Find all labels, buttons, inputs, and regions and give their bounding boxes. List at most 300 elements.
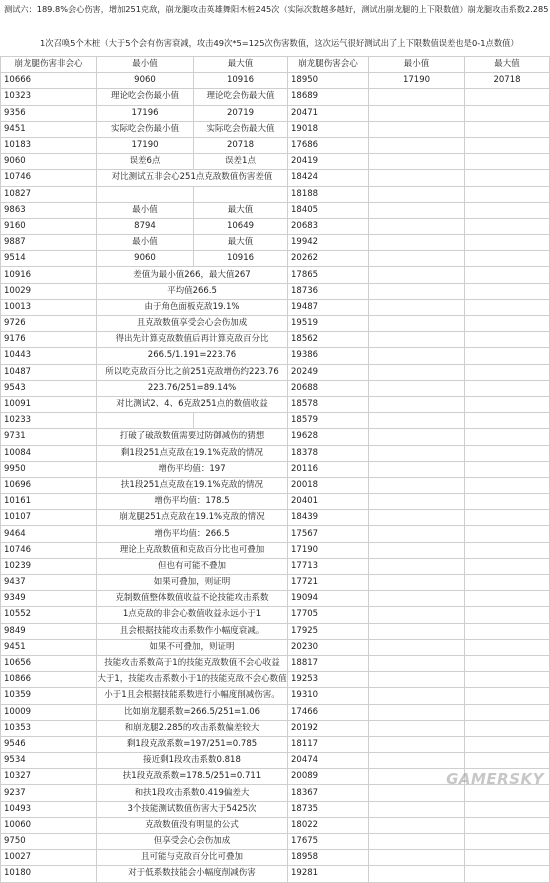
empty-cell xyxy=(465,494,550,510)
crit-damage-cell: 18117 xyxy=(288,736,369,752)
max-value-cell: 20719 xyxy=(194,105,288,121)
crit-damage-cell: 19281 xyxy=(288,866,369,882)
non-crit-damage-cell: 10746 xyxy=(1,170,97,186)
non-crit-damage-cell: 10084 xyxy=(1,445,97,461)
empty-cell xyxy=(369,186,465,202)
empty-cell xyxy=(369,558,465,574)
non-crit-damage-cell: 9437 xyxy=(1,575,97,591)
empty-cell xyxy=(465,672,550,688)
table-row xyxy=(1,137,550,153)
non-crit-damage-cell: 9726 xyxy=(1,316,97,332)
empty-cell xyxy=(465,720,550,736)
crit-damage-cell: 19942 xyxy=(288,235,369,251)
analysis-note-cell: 剩1段251点克敌在19.1%克敌的情况 xyxy=(97,445,288,461)
crit-damage-cell: 19094 xyxy=(288,591,369,607)
empty-cell xyxy=(465,380,550,396)
crit-damage-cell: 19253 xyxy=(288,672,369,688)
empty-cell xyxy=(97,186,194,202)
table-row xyxy=(1,445,550,461)
table-row xyxy=(1,235,550,251)
crit-damage-cell: 19519 xyxy=(288,316,369,332)
non-crit-damage-cell: 9543 xyxy=(1,380,97,396)
crit-damage-cell: 18958 xyxy=(288,850,369,866)
empty-cell xyxy=(369,834,465,850)
empty-cell xyxy=(465,526,550,542)
empty-cell xyxy=(369,850,465,866)
table-row xyxy=(1,477,550,493)
empty-cell xyxy=(465,655,550,671)
empty-cell xyxy=(465,137,550,153)
empty-cell xyxy=(465,429,550,445)
empty-cell xyxy=(369,251,465,267)
non-crit-damage-cell: 10180 xyxy=(1,866,97,882)
empty-cell xyxy=(369,494,465,510)
non-crit-damage-cell: 10487 xyxy=(1,364,97,380)
analysis-note-cell: 增伤平均值：266.5 xyxy=(97,526,288,542)
empty-cell xyxy=(465,477,550,493)
non-crit-damage-cell: 10091 xyxy=(1,396,97,412)
analysis-note-cell: 266.5/1.191=223.76 xyxy=(97,348,288,364)
empty-cell xyxy=(465,801,550,817)
table-header-row xyxy=(1,57,550,73)
empty-cell xyxy=(369,105,465,121)
min-value-cell: 9060 xyxy=(97,73,194,89)
empty-cell xyxy=(465,89,550,105)
crit-damage-cell: 18735 xyxy=(288,801,369,817)
crit-damage-cell: 20401 xyxy=(288,494,369,510)
empty-cell xyxy=(369,299,465,315)
non-crit-damage-cell: 10233 xyxy=(1,413,97,429)
empty-cell xyxy=(369,396,465,412)
table-row xyxy=(1,105,550,121)
table-row xyxy=(1,429,550,445)
empty-cell xyxy=(465,575,550,591)
empty-cell xyxy=(465,510,550,526)
non-crit-damage-cell: 9950 xyxy=(1,461,97,477)
empty-cell xyxy=(369,704,465,720)
crit-damage-cell: 20262 xyxy=(288,251,369,267)
analysis-note-cell: 理论上克敌数值和克敌百分比也可叠加 xyxy=(97,542,288,558)
non-crit-damage-cell: 9464 xyxy=(1,526,97,542)
table-row xyxy=(1,364,550,380)
table-row xyxy=(1,720,550,736)
crit-damage-cell: 20249 xyxy=(288,364,369,380)
empty-cell xyxy=(465,850,550,866)
non-crit-damage-cell: 9237 xyxy=(1,785,97,801)
empty-cell xyxy=(465,445,550,461)
empty-cell xyxy=(369,235,465,251)
empty-cell xyxy=(369,154,465,170)
crit-damage-cell: 19487 xyxy=(288,299,369,315)
non-crit-damage-cell: 10239 xyxy=(1,558,97,574)
empty-cell xyxy=(369,218,465,234)
empty-cell xyxy=(369,267,465,283)
non-crit-damage-cell: 10013 xyxy=(1,299,97,315)
non-crit-damage-cell: 10696 xyxy=(1,477,97,493)
analysis-note-cell: 比如崩龙腿系数=266.5/251=1.06 xyxy=(97,704,288,720)
table-row xyxy=(1,850,550,866)
empty-cell xyxy=(465,866,550,882)
non-crit-damage-cell: 9731 xyxy=(1,429,97,445)
empty-cell xyxy=(465,267,550,283)
empty-cell xyxy=(369,510,465,526)
site-watermark-logo: GAMERSKY xyxy=(446,770,544,788)
non-crit-damage-cell: 10827 xyxy=(1,186,97,202)
analysis-note-cell: 对于低系数技能会小幅度削减伤害 xyxy=(97,866,288,882)
min-value-cell: 误差6点 xyxy=(97,154,194,170)
empty-cell xyxy=(369,526,465,542)
table-row xyxy=(1,332,550,348)
empty-cell xyxy=(465,558,550,574)
table-row xyxy=(1,591,550,607)
non-crit-damage-cell: 10161 xyxy=(1,494,97,510)
analysis-note-cell: 得出先计算克敌数值后再计算克敌百分比 xyxy=(97,332,288,348)
empty-cell xyxy=(465,704,550,720)
table-row xyxy=(1,267,550,283)
empty-cell xyxy=(465,364,550,380)
empty-cell xyxy=(369,413,465,429)
damage-data-table xyxy=(0,56,550,883)
analysis-note-cell: 223.76/251=89.14% xyxy=(97,380,288,396)
table-row xyxy=(1,704,550,720)
empty-cell xyxy=(465,639,550,655)
table-row xyxy=(1,396,550,412)
crit-damage-cell: 17705 xyxy=(288,607,369,623)
empty-cell xyxy=(369,137,465,153)
header-non-crit-damage: 崩龙腿伤害非会心 xyxy=(1,57,97,73)
empty-cell xyxy=(465,542,550,558)
header-max: 最大值 xyxy=(194,57,288,73)
table-row xyxy=(1,218,550,234)
empty-cell xyxy=(465,461,550,477)
max-value-cell: 误差1点 xyxy=(194,154,288,170)
empty-cell xyxy=(465,834,550,850)
crit-damage-cell: 18367 xyxy=(288,785,369,801)
table-row xyxy=(1,655,550,671)
analysis-note-cell: 且会根据技能攻击系数作小幅度衰减。 xyxy=(97,623,288,639)
empty-cell xyxy=(369,477,465,493)
analysis-note-cell: 大于1，技能攻击系数小于1的技能克敌不会心数值 xyxy=(97,672,288,688)
empty-cell xyxy=(194,186,288,202)
empty-cell xyxy=(465,235,550,251)
table-row xyxy=(1,672,550,688)
empty-cell xyxy=(465,413,550,429)
table-row xyxy=(1,251,550,267)
crit-damage-cell: 18579 xyxy=(288,413,369,429)
table-row xyxy=(1,834,550,850)
min-value-cell: 最小值 xyxy=(97,202,194,218)
crit-max-value: 20718 xyxy=(465,73,550,89)
non-crit-damage-cell: 10866 xyxy=(1,672,97,688)
table-row xyxy=(1,753,550,769)
max-value-cell: 10649 xyxy=(194,218,288,234)
empty-cell xyxy=(369,623,465,639)
crit-damage-cell: 19386 xyxy=(288,348,369,364)
empty-cell xyxy=(369,753,465,769)
crit-damage-cell: 18736 xyxy=(288,283,369,299)
non-crit-damage-cell: 10060 xyxy=(1,817,97,833)
table-row xyxy=(1,348,550,364)
table-row xyxy=(1,607,550,623)
non-crit-damage-cell: 9451 xyxy=(1,639,97,655)
empty-cell xyxy=(465,591,550,607)
non-crit-damage-cell: 10656 xyxy=(1,655,97,671)
empty-cell xyxy=(369,866,465,882)
empty-cell xyxy=(465,332,550,348)
non-crit-damage-cell: 9160 xyxy=(1,218,97,234)
crit-damage-cell: 20230 xyxy=(288,639,369,655)
table-row xyxy=(1,202,550,218)
analysis-note-cell: 克敌数值没有明显的公式 xyxy=(97,817,288,833)
empty-cell xyxy=(369,316,465,332)
analysis-note-cell: 如果不可叠加，则证明 xyxy=(97,639,288,655)
analysis-note-cell: 1点克敌的非会心数值收益永远小于1 xyxy=(97,607,288,623)
min-value-cell: 17196 xyxy=(97,105,194,121)
crit-damage-cell: 18378 xyxy=(288,445,369,461)
non-crit-damage-cell: 10666 xyxy=(1,73,97,89)
table-row xyxy=(1,639,550,655)
empty-cell xyxy=(369,332,465,348)
analysis-note-cell: 扶1段克敌系数=178.5/251=0.711 xyxy=(97,769,288,785)
non-crit-damage-cell: 9534 xyxy=(1,753,97,769)
analysis-note-cell: 和扶1段攻击系数0.419偏差大 xyxy=(97,785,288,801)
crit-damage-cell: 20018 xyxy=(288,477,369,493)
header-crit-damage: 崩龙腿伤害会心 xyxy=(288,57,369,73)
crit-damage-cell: 18439 xyxy=(288,510,369,526)
max-value-cell: 20718 xyxy=(194,137,288,153)
table-row xyxy=(1,121,550,137)
empty-cell xyxy=(369,121,465,137)
empty-cell xyxy=(465,121,550,137)
max-value-cell: 10916 xyxy=(194,73,288,89)
non-crit-damage-cell: 10443 xyxy=(1,348,97,364)
analysis-note-cell: 平均值266.5 xyxy=(97,283,288,299)
table-row xyxy=(1,623,550,639)
analysis-note-cell: 崩龙腿251点克敌在19.1%克敌的情况 xyxy=(97,510,288,526)
empty-cell xyxy=(465,154,550,170)
non-crit-damage-cell: 9863 xyxy=(1,202,97,218)
non-crit-damage-cell: 9514 xyxy=(1,251,97,267)
empty-cell xyxy=(465,736,550,752)
table-row xyxy=(1,299,550,315)
min-value-cell: 9060 xyxy=(97,251,194,267)
table-row xyxy=(1,461,550,477)
empty-cell xyxy=(465,186,550,202)
crit-damage-cell: 17713 xyxy=(288,558,369,574)
table-row xyxy=(1,801,550,817)
min-value-cell: 17190 xyxy=(97,137,194,153)
crit-damage-cell: 19018 xyxy=(288,121,369,137)
crit-damage-cell: 20116 xyxy=(288,461,369,477)
empty-cell xyxy=(465,607,550,623)
non-crit-damage-cell: 9546 xyxy=(1,736,97,752)
non-crit-damage-cell: 9349 xyxy=(1,591,97,607)
empty-cell xyxy=(465,348,550,364)
analysis-note-cell: 如果可叠加，则证明 xyxy=(97,575,288,591)
empty-cell xyxy=(465,753,550,769)
crit-damage-cell: 17466 xyxy=(288,704,369,720)
crit-damage-cell: 19310 xyxy=(288,688,369,704)
empty-cell xyxy=(465,688,550,704)
analysis-note-cell: 技能攻击系数高于1的技能克敌数值不会心收益 xyxy=(97,655,288,671)
empty-cell xyxy=(465,251,550,267)
crit-damage-cell: 17925 xyxy=(288,623,369,639)
empty-cell xyxy=(369,607,465,623)
empty-cell xyxy=(465,202,550,218)
analysis-note-cell: 所以吃克敌百分比之前251克敌增伤约223.76 xyxy=(97,364,288,380)
max-value-cell: 最大值 xyxy=(194,202,288,218)
empty-cell xyxy=(369,817,465,833)
table-row xyxy=(1,89,550,105)
crit-damage-cell: 18405 xyxy=(288,202,369,218)
empty-cell xyxy=(369,688,465,704)
min-value-cell: 理论吃会伤最小值 xyxy=(97,89,194,105)
non-crit-damage-cell: 9356 xyxy=(1,105,97,121)
empty-cell xyxy=(369,461,465,477)
header-crit-min: 最小值 xyxy=(369,57,465,73)
non-crit-damage-cell: 10353 xyxy=(1,720,97,736)
crit-damage-cell: 18562 xyxy=(288,332,369,348)
empty-cell xyxy=(465,170,550,186)
table-row xyxy=(1,170,550,186)
analysis-note-cell: 接近剩1段攻击系数0.818 xyxy=(97,753,288,769)
empty-cell xyxy=(465,283,550,299)
empty-cell xyxy=(465,105,550,121)
table-row xyxy=(1,73,550,89)
test-description-line: 测试六：189.8%会心伤害，增加251克敌，崩龙腿攻击英雄舞阳木桩245次（实际次数越多越好，测试出崩龙腿的上下限数值）崩龙腿攻击系数2.285 xyxy=(4,4,549,14)
non-crit-damage-cell: 9750 xyxy=(1,834,97,850)
empty-cell xyxy=(369,591,465,607)
empty-cell xyxy=(97,413,194,429)
empty-cell xyxy=(369,348,465,364)
table-row xyxy=(1,186,550,202)
table-row xyxy=(1,558,550,574)
empty-cell xyxy=(465,623,550,639)
empty-cell xyxy=(369,429,465,445)
non-crit-damage-cell: 9887 xyxy=(1,235,97,251)
crit-damage-cell: 18689 xyxy=(288,89,369,105)
table-row xyxy=(1,283,550,299)
analysis-note-cell: 增伤平均值：178.5 xyxy=(97,494,288,510)
non-crit-damage-cell: 10029 xyxy=(1,283,97,299)
crit-damage-cell: 18578 xyxy=(288,396,369,412)
crit-damage-cell: 18950 xyxy=(288,73,369,89)
empty-cell xyxy=(369,202,465,218)
empty-cell xyxy=(369,89,465,105)
empty-cell xyxy=(369,720,465,736)
crit-damage-cell: 20089 xyxy=(288,769,369,785)
empty-cell xyxy=(465,316,550,332)
empty-cell xyxy=(465,817,550,833)
analysis-note-cell: 对比测试五非会心251点克敌数值伤害差值 xyxy=(97,170,288,186)
min-value-cell: 最小值 xyxy=(97,235,194,251)
analysis-note-cell: 但也有可能不叠加 xyxy=(97,558,288,574)
non-crit-damage-cell: 10552 xyxy=(1,607,97,623)
table-row xyxy=(1,494,550,510)
empty-cell xyxy=(194,413,288,429)
crit-damage-cell: 18817 xyxy=(288,655,369,671)
max-value-cell: 10916 xyxy=(194,251,288,267)
non-crit-damage-cell: 10916 xyxy=(1,267,97,283)
analysis-note-cell: 对比测试2、4、6克敌251点的数值收益 xyxy=(97,396,288,412)
table-row xyxy=(1,154,550,170)
empty-cell xyxy=(369,364,465,380)
crit-damage-cell: 17190 xyxy=(288,542,369,558)
non-crit-damage-cell: 9176 xyxy=(1,332,97,348)
crit-damage-cell: 17865 xyxy=(288,267,369,283)
table-row xyxy=(1,688,550,704)
empty-cell xyxy=(369,575,465,591)
non-crit-damage-cell: 10183 xyxy=(1,137,97,153)
max-value-cell: 最大值 xyxy=(194,235,288,251)
non-crit-damage-cell: 10746 xyxy=(1,542,97,558)
non-crit-damage-cell: 10323 xyxy=(1,89,97,105)
empty-cell xyxy=(369,672,465,688)
analysis-note-cell: 和崩龙腿2.285的攻击系数偏差较大 xyxy=(97,720,288,736)
non-crit-damage-cell: 10493 xyxy=(1,801,97,817)
crit-damage-cell: 17567 xyxy=(288,526,369,542)
non-crit-damage-cell: 9060 xyxy=(1,154,97,170)
crit-damage-cell: 18424 xyxy=(288,170,369,186)
non-crit-damage-cell: 9451 xyxy=(1,121,97,137)
empty-cell xyxy=(369,445,465,461)
analysis-note-cell: 扶1段251点克敌在19.1%克敌的情况 xyxy=(97,477,288,493)
crit-damage-cell: 17686 xyxy=(288,137,369,153)
table-row xyxy=(1,413,550,429)
crit-damage-cell: 18022 xyxy=(288,817,369,833)
analysis-note-cell: 增伤平均值：197 xyxy=(97,461,288,477)
non-crit-damage-cell: 10009 xyxy=(1,704,97,720)
non-crit-damage-cell: 10107 xyxy=(1,510,97,526)
empty-cell xyxy=(369,283,465,299)
max-value-cell: 实际吃会伤最大值 xyxy=(194,121,288,137)
analysis-note-cell: 打破了破敌数值需要过防御减伤的猜想 xyxy=(97,429,288,445)
crit-damage-cell: 20419 xyxy=(288,154,369,170)
table-row xyxy=(1,542,550,558)
crit-damage-cell: 20471 xyxy=(288,105,369,121)
test-method-line: 1次召唤5个木桩（大于5个会有伤害衰减，攻击49次*5=125次伤害数值，这次运气很好测试出了上下限数值误差也是0-1点数值） xyxy=(40,38,519,48)
empty-cell xyxy=(369,639,465,655)
crit-damage-cell: 20688 xyxy=(288,380,369,396)
crit-damage-cell: 20683 xyxy=(288,218,369,234)
crit-damage-cell: 17721 xyxy=(288,575,369,591)
empty-cell xyxy=(369,736,465,752)
table-row xyxy=(1,575,550,591)
crit-damage-cell: 17675 xyxy=(288,834,369,850)
table-row xyxy=(1,380,550,396)
analysis-note-cell: 但享受会心会伤加成 xyxy=(97,834,288,850)
non-crit-damage-cell: 10027 xyxy=(1,850,97,866)
analysis-note-cell: 小于1且会根据技能系数进行小幅度削减伤害。 xyxy=(97,688,288,704)
empty-cell xyxy=(369,801,465,817)
analysis-note-cell: 且可能与克敌百分比可叠加 xyxy=(97,850,288,866)
empty-cell xyxy=(369,542,465,558)
crit-damage-cell: 20474 xyxy=(288,753,369,769)
min-value-cell: 实际吃会伤最小值 xyxy=(97,121,194,137)
analysis-note-cell: 3个技能测试数值伤害大于5425次 xyxy=(97,801,288,817)
non-crit-damage-cell: 10359 xyxy=(1,688,97,704)
table-row xyxy=(1,866,550,882)
analysis-note-cell: 由于角色面板克敌19.1% xyxy=(97,299,288,315)
empty-cell xyxy=(465,299,550,315)
crit-min-value: 17190 xyxy=(369,73,465,89)
analysis-note-cell: 且克敌数值享受会心会伤加成 xyxy=(97,316,288,332)
table-row xyxy=(1,736,550,752)
crit-damage-cell: 18188 xyxy=(288,186,369,202)
header-crit-max: 最大值 xyxy=(465,57,550,73)
empty-cell xyxy=(369,655,465,671)
non-crit-damage-cell: 9849 xyxy=(1,623,97,639)
